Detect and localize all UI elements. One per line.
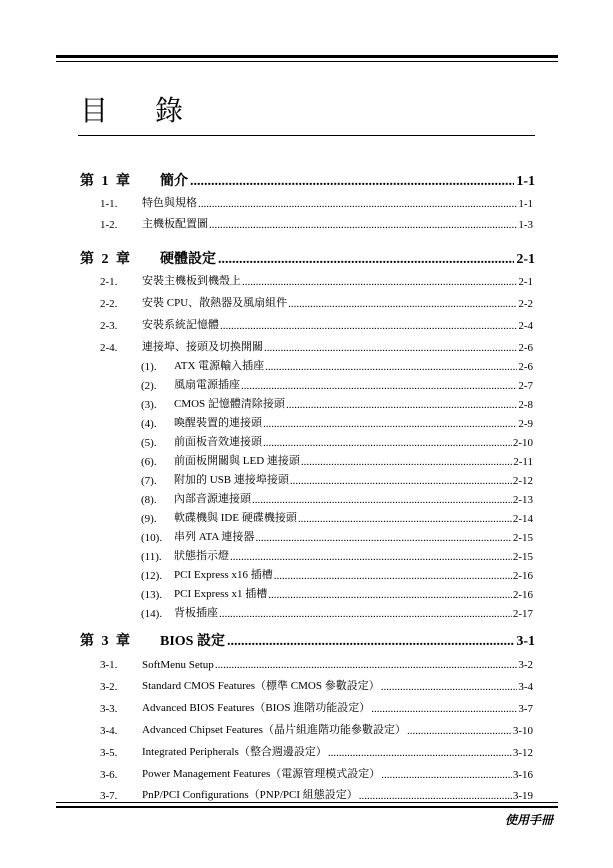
section-title: 安裝系統記憶體: [142, 319, 219, 331]
subsection-title: 風扇電源插座: [174, 379, 240, 391]
subsection-number: (3).: [141, 399, 157, 411]
section-title: Power Management Features（電源管理模式設定）: [142, 768, 381, 780]
toc-entry[interactable]: [100, 338, 533, 354]
page-number: 3-12: [512, 747, 533, 759]
subsection-title: PCI Express x1 插槽: [174, 588, 268, 600]
leader-dots: [218, 252, 514, 268]
leader-dots: [241, 380, 517, 392]
page-number: 3-19: [512, 790, 533, 802]
subsection-number: (12).: [141, 570, 163, 582]
toc-entry[interactable]: [100, 272, 533, 288]
leader-dots: [255, 532, 511, 544]
page-number: 3-16: [512, 769, 533, 781]
subsection-number: (11).: [141, 551, 162, 563]
section-number: 1-2.: [100, 219, 118, 231]
leader-dots: [381, 681, 518, 693]
subsection-title: PCI Express x16 插槽: [174, 569, 273, 581]
subsection-number: (8).: [141, 494, 157, 506]
subsection-number: (5).: [141, 437, 157, 449]
toc-entry[interactable]: [100, 765, 533, 781]
toc-entry[interactable]: [100, 215, 533, 231]
chapter-title: 硬體設定: [160, 252, 216, 267]
chapter-number: 第 2 章: [80, 252, 132, 267]
leader-dots: [301, 456, 512, 468]
subsection-title: 前面板開關與 LED 連接頭: [174, 455, 300, 467]
leader-dots: [227, 634, 514, 650]
leader-dots: [268, 589, 512, 601]
section-number: 2-4.: [100, 342, 118, 354]
toc-subentry[interactable]: [141, 471, 533, 487]
leader-dots: [252, 494, 512, 506]
leader-dots: [265, 361, 517, 373]
leader-dots: [242, 276, 517, 288]
section-number: 3-2.: [100, 681, 118, 693]
section-number: 2-1.: [100, 276, 118, 288]
page-number: 2-16: [512, 570, 533, 582]
section-number: 3-6.: [100, 769, 118, 781]
toc-entry[interactable]: [100, 743, 533, 759]
section-number: 3-5.: [100, 747, 118, 759]
page-number: 1-3: [518, 219, 533, 231]
page-number: 2-9: [518, 418, 533, 430]
subsection-number: (14).: [141, 608, 163, 620]
toc-entry[interactable]: [100, 316, 533, 332]
toc-subentry[interactable]: [141, 566, 533, 582]
section-number: 1-1.: [100, 198, 118, 210]
section-number: 3-1.: [100, 659, 118, 671]
page-number: 2-2: [518, 298, 533, 310]
chapter-entry[interactable]: [80, 250, 535, 268]
leader-dots: [288, 298, 517, 310]
toc-subentry[interactable]: [141, 509, 533, 525]
section-title: Advanced BIOS Features（BIOS 進階功能設定）: [142, 702, 371, 714]
section-number: 3-3.: [100, 703, 118, 715]
rule-bottom-thin: [56, 802, 558, 803]
leader-dots: [381, 769, 512, 781]
chapter-number: 第 3 章: [80, 634, 132, 649]
leader-dots: [219, 608, 512, 620]
section-number: 2-3.: [100, 320, 118, 332]
leader-dots: [264, 342, 517, 354]
section-number: 2-2.: [100, 298, 118, 310]
page-number: 1-1: [516, 174, 535, 189]
page-number: 2-16: [512, 589, 533, 601]
subsection-title: CMOS 記憶體清除接頭: [174, 398, 285, 410]
page-number: 2-14: [512, 513, 533, 525]
section-number: 3-4.: [100, 725, 118, 737]
section-title: 主機板配置圖: [142, 218, 208, 230]
section-title: SoftMenu Setup: [142, 659, 214, 671]
page-number: 2-1: [518, 276, 533, 288]
page-number: 2-17: [512, 608, 533, 620]
rule-top-thick: [56, 55, 558, 58]
chapter-entry[interactable]: [80, 632, 535, 650]
leader-dots: [209, 219, 517, 231]
subsection-title: ATX 電源輸入插座: [174, 360, 265, 372]
leader-dots: [328, 747, 512, 759]
subsection-number: (7).: [141, 475, 157, 487]
page-number: 2-15: [512, 551, 533, 563]
section-title: Advanced Chipset Features（晶片組進階功能參數設定）: [142, 724, 406, 736]
chapter-entry[interactable]: [80, 172, 535, 190]
leader-dots: [274, 570, 512, 582]
page-number: 3-2: [518, 659, 533, 671]
leader-dots: [263, 418, 517, 430]
chapter-title: BIOS 設定: [160, 634, 225, 649]
rule-bottom-thick: [56, 806, 558, 808]
page-number: 1-1: [518, 198, 533, 210]
section-title: Integrated Peripherals（整合週邊設定）: [142, 746, 327, 758]
subsection-number: (1).: [141, 361, 157, 373]
subsection-title: 軟碟機與 IDE 硬碟機接頭: [174, 512, 297, 524]
leader-dots: [371, 703, 517, 715]
toc-entry[interactable]: [100, 721, 533, 737]
page-number: 3-7: [518, 703, 533, 715]
page-number: 2-6: [518, 342, 533, 354]
toc-subentry[interactable]: [141, 414, 533, 430]
leader-dots: [190, 174, 514, 190]
section-title: 連接埠、接頭及切換開關: [142, 341, 263, 353]
subsection-title: 喚醒裝置的連接頭: [174, 417, 262, 429]
toc-entry[interactable]: [100, 786, 533, 802]
section-title: 安裝主機板到機殼上: [142, 275, 241, 287]
subsection-number: (10).: [141, 532, 163, 544]
leader-dots: [220, 320, 517, 332]
chapter-title: 簡介: [160, 174, 188, 189]
leader-dots: [230, 551, 512, 563]
subsection-title: 背板插座: [174, 607, 218, 619]
page-number: 2-8: [518, 399, 533, 411]
leader-dots: [286, 399, 517, 411]
page-number: 2-6: [518, 361, 533, 373]
toc-subentry[interactable]: [141, 585, 533, 601]
toc-subentry[interactable]: [141, 376, 533, 392]
page-number: 2-13: [512, 494, 533, 506]
section-title: 特色與規格: [142, 197, 197, 209]
page-number: 2-4: [518, 320, 533, 332]
toc-subentry[interactable]: [141, 528, 533, 544]
page-number: 3-1: [516, 634, 535, 649]
section-title: PnP/PCI Configurations（PNP/PCI 組態設定）: [142, 789, 358, 801]
footer-label: 使用手冊: [504, 813, 553, 827]
subsection-title: 狀態指示燈: [174, 550, 229, 562]
leader-dots: [290, 475, 512, 487]
page-number: 2-7: [518, 380, 533, 392]
leader-dots: [298, 513, 512, 525]
page-number: 3-4: [518, 681, 533, 693]
rule-top-thin: [56, 61, 558, 62]
subsection-title: 附加的 USB 連接埠接頭: [174, 474, 289, 486]
leader-dots: [407, 725, 512, 737]
section-title: Standard CMOS Features（標準 CMOS 參數設定）: [142, 680, 380, 692]
toc-subentry[interactable]: [141, 357, 533, 373]
toc-subentry[interactable]: [141, 547, 533, 563]
subsection-number: (4).: [141, 418, 157, 430]
toc-entry[interactable]: [100, 655, 533, 671]
subsection-title: 前面板音效連接頭: [174, 436, 262, 448]
heading-underline: [78, 135, 535, 136]
chapter-number: 第 1 章: [80, 174, 132, 189]
section-number: 3-7.: [100, 790, 118, 802]
subsection-number: (6).: [141, 456, 157, 468]
toc-entry[interactable]: [100, 194, 533, 210]
subsection-title: 串列 ATA 連接器: [174, 531, 255, 543]
subsection-number: (9).: [141, 513, 157, 525]
toc-entry[interactable]: [100, 294, 533, 310]
toc-subentry[interactable]: [141, 395, 533, 411]
subsection-number: (13).: [141, 589, 163, 601]
subsection-number: (2).: [141, 380, 157, 392]
page-number: 2-10: [512, 437, 533, 449]
toc-subentry[interactable]: [141, 433, 533, 449]
toc-entry[interactable]: [100, 699, 533, 715]
leader-dots: [215, 659, 518, 671]
page-number: 2-11: [513, 456, 533, 468]
leader-dots: [359, 790, 512, 802]
page-number: 2-15: [512, 532, 533, 544]
toc-subentry[interactable]: [141, 490, 533, 506]
toc-heading: 目 錄: [80, 96, 204, 127]
page-number: 2-1: [516, 252, 535, 267]
toc-entry[interactable]: [100, 677, 533, 693]
subsection-title: 內部音源連接頭: [174, 493, 251, 505]
leader-dots: [198, 198, 517, 210]
toc-subentry[interactable]: [141, 452, 533, 468]
page-number: 2-12: [512, 475, 533, 487]
toc-subentry[interactable]: [141, 604, 533, 620]
section-title: 安裝 CPU、散熱器及風扇組件: [142, 297, 288, 309]
page-number: 3-10: [512, 725, 533, 737]
leader-dots: [263, 437, 512, 449]
